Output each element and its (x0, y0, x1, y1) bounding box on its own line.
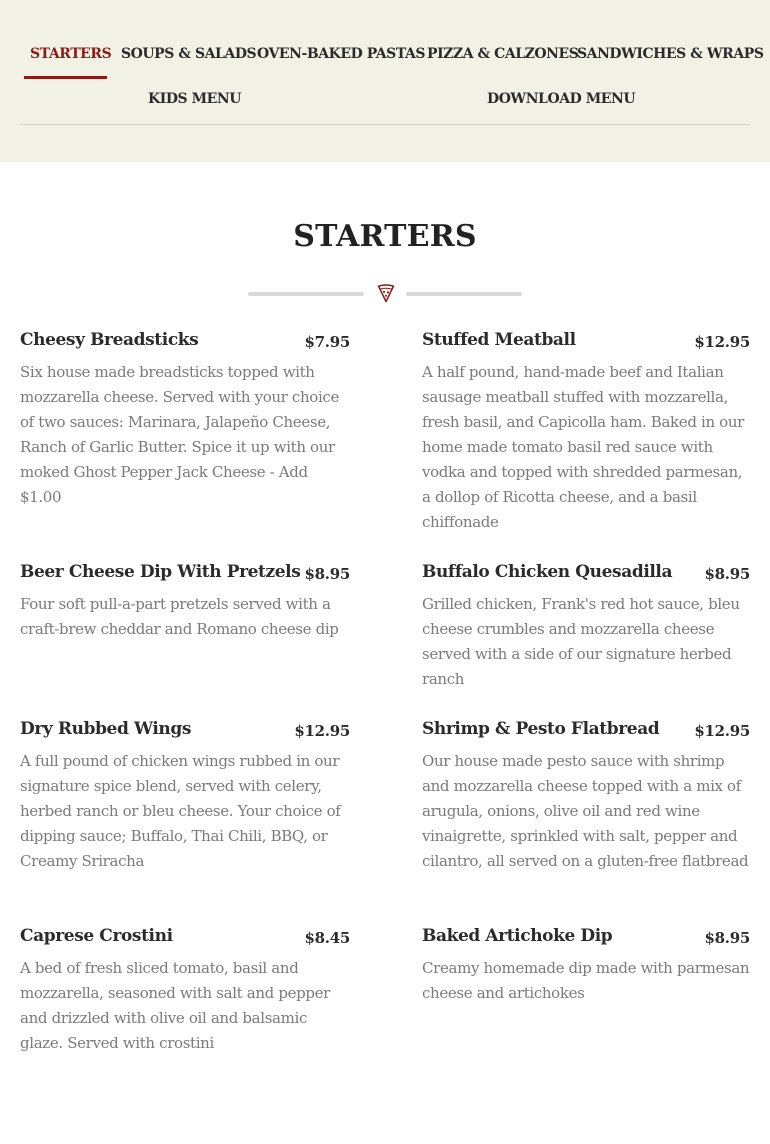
item-description: Creamy homemade dip made with parmesan cheese and artichokes (422, 959, 750, 1002)
item-price: $12.95 (294, 722, 350, 740)
item-description: Grilled chicken, Frank's red hot sauce, bleu cheese crumbles and mozzarella cheese served with a side of our signature herbed ranch (422, 595, 740, 688)
item-price: $8.45 (304, 929, 350, 947)
item-description: Six house made breadsticks topped with mozzarella cheese. Served with your choice of two sauces: Marinara, Jalapeño Cheese, Ranch of Garlic Butter. Spice it up with our moked Ghost Pepper Jack Cheese - Add $1.00 (20, 363, 339, 506)
item-description: A bed of fresh sliced tomato, basil and mozzarella, seasoned with salt and pepper and drizzled with olive oil and balsamic glaze. Served with crostini (20, 959, 330, 1052)
active-tab-indicator (24, 76, 107, 79)
menu-category-nav (0, 0, 770, 162)
tab-pizza-calzones[interactable]: PIZZA & CALZONES (427, 46, 579, 62)
item-price: $7.95 (304, 333, 350, 351)
item-description: A half pound, hand-made beef and Italian sausage meatball stuffed with mozzarella, fresh basil, and Capicolla ham. Baked in our home made tomato basil red sauce with vodka and topped with shredded parmesan, a dollop of Ricotta cheese, and a basil chiffonade (422, 363, 744, 531)
ornament-line-left (248, 292, 364, 296)
item-description: Four soft pull-a-part pretzels served with a craft-brew cheddar and Romano cheese dip (20, 595, 339, 638)
item-price: $12.95 (694, 333, 750, 351)
item-price: $8.95 (304, 565, 350, 583)
tab-oven-baked-pastas[interactable]: OVEN-BAKED PASTAS (257, 46, 426, 62)
item-name: Caprese Crostini (20, 926, 173, 946)
item-price: $12.95 (694, 722, 750, 740)
nav-divider (20, 124, 750, 125)
pizza-slice-icon (376, 283, 396, 303)
item-name: Buffalo Chicken Quesadilla (422, 562, 673, 582)
item-price: $8.95 (704, 929, 750, 947)
tab-sandwiches-wraps[interactable]: SANDWICHES & WRAPS (577, 46, 764, 62)
item-price: $8.95 (704, 565, 750, 583)
download-menu-link[interactable]: DOWNLOAD MENU (487, 91, 636, 107)
tab-kids-menu[interactable]: KIDS MENU (148, 91, 241, 107)
item-name: Beer Cheese Dip With Pretzels (20, 562, 301, 582)
item-description: A full pound of chicken wings rubbed in our signature spice blend, served with celery, herbed ranch or bleu cheese. Your choice of dipping sauce; Buffalo, Thai Chili, BBQ, or Creamy Sriracha (20, 752, 341, 870)
item-description: Our house made pesto sauce with shrimp and mozzarella cheese topped with a mix of arugula, onions, olive oil and red wine vinaigrette, sprinkled with salt, pepper and cilantro, all served on a gluten-free flatbread (422, 752, 749, 870)
item-name: Baked Artichoke Dip (422, 926, 613, 946)
item-name: Stuffed Meatball (422, 330, 576, 350)
section-title: STARTERS (293, 219, 477, 254)
item-name: Dry Rubbed Wings (20, 719, 192, 739)
ornament-line-right (406, 292, 522, 296)
item-name: Cheesy Breadsticks (20, 330, 199, 350)
tab-starters[interactable]: STARTERS (30, 46, 112, 62)
item-name: Shrimp & Pesto Flatbread (422, 719, 660, 739)
tab-soups-salads[interactable]: SOUPS & SALADS (121, 46, 257, 62)
